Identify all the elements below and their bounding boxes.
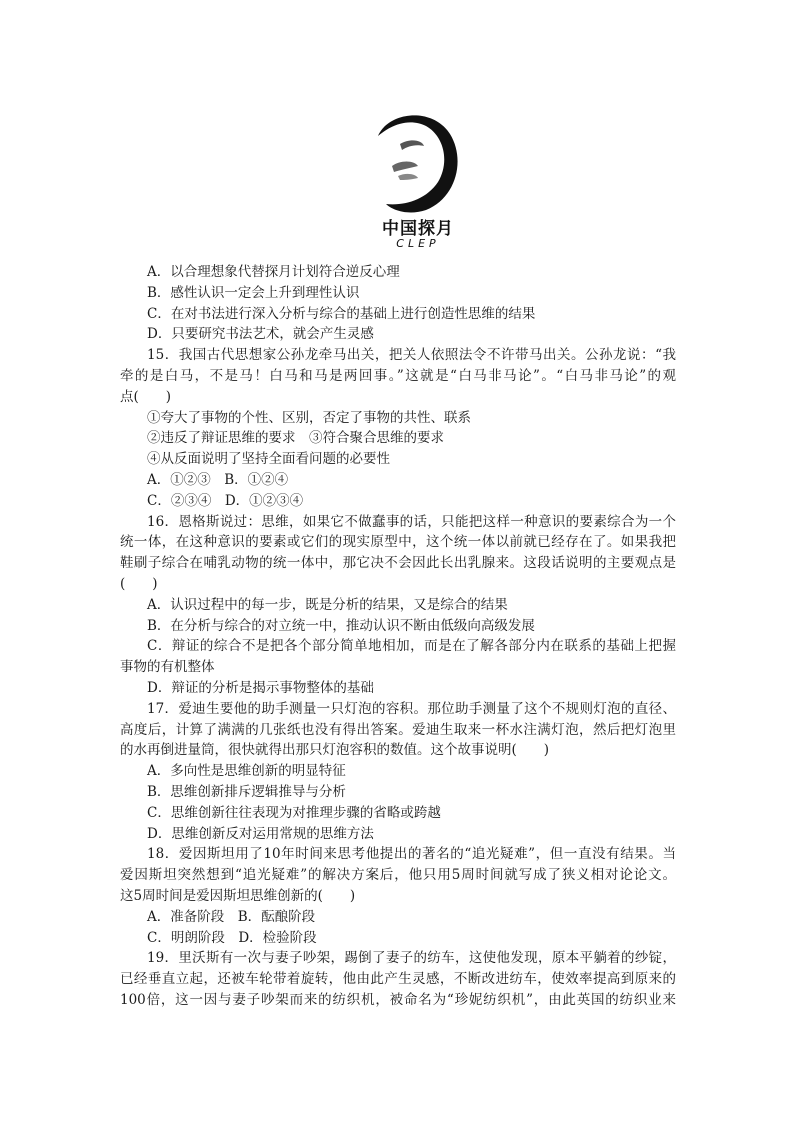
clep-logo (368, 106, 468, 251)
text-line: A．①②③ B．①②④ (147, 471, 289, 488)
logo-chinese-text: 中国探月 (382, 219, 454, 239)
text-line: D．辩证的分析是揭示事物整体的基础 (147, 679, 374, 696)
text-line: 18．爱因斯坦用了10年时间来思考他提出的著名的“追光疑难”，但一直没有结果。当 (147, 846, 676, 863)
text-line: A．多向性是思维创新的明显特征 (147, 763, 346, 780)
text-line: C．思维创新往往表现为对推理步骤的省略或跨越 (147, 804, 441, 821)
text-line: B．在分析与综合的对立统一中，推动认识不断由低级向高级发展 (147, 617, 535, 634)
text-line: ②违反了辩证思维的要求 ③符合聚合思维的要求 (147, 430, 444, 447)
text-line: B．思维创新排斥逻辑推导与分析 (147, 783, 346, 800)
text-line: 牵的是白马，不是马！白马和马是两回事。”这就是“白马非马论”。“白马非马论”的观 (120, 367, 676, 384)
text-line: B．感性认识一定会上升到理性认识 (147, 284, 360, 301)
text-line: ①夸大了事物的个性、区别，否定了事物的共性、联系 (147, 409, 471, 426)
text-line: 17．爱迪生要他的助手测量一只灯泡的容积。那位助手测量了这个不规则灯泡的直径、 (147, 700, 676, 717)
text-line: 爱因斯坦突然想到“追光疑难”的解决方案后，他只用5周时间就写成了狭义相对论论文。 (120, 867, 676, 884)
text-line: A．认识过程中的每一步，既是分析的结果，又是综合的结果 (147, 596, 508, 613)
text-line: C．明朗阶段 D．检验阶段 (147, 929, 317, 946)
text-line: 16．恩格斯说过：思维，如果它不做蠢事的话，只能把这样一种意识的要素综合为一个 (147, 513, 676, 530)
crescent-moon-brush-icon (370, 106, 462, 214)
text-line: A．准备阶段 B．酝酿阶段 (147, 908, 316, 925)
text-line: ( ) (120, 575, 158, 592)
text-line: 点( ) (120, 388, 172, 405)
text-line: A．以合理想象代替探月计划符合逆反心理 (147, 264, 400, 280)
text-line: C．辩证的综合不是把各个部分简单地相加，而是在了解各部分内在联系的基础上把握 (147, 638, 676, 655)
question-text (120, 262, 676, 1011)
text-line: 统一体，在这种意识的要素或它们的现实原型中，这个统一体以前就已经存在了。如果我把 (120, 534, 676, 551)
text-line: ④从反面说明了坚持全面看问题的必要性 (147, 451, 390, 468)
text-line: 100倍，这一因与妻子吵架而来的纺织机，被命名为“珍妮纺织机”，由此英国的纺织业来 (120, 991, 676, 1008)
text-line: C．②③④ D．①②③④ (147, 492, 304, 509)
text-line: 鞋刷子综合在哺乳动物的统一体中，那它决不会因此长出乳腺来。这段话说明的主要观点是 (120, 555, 676, 572)
text-line: D．只要研究书法艺术，就会产生灵感 (147, 326, 374, 343)
text-line: 这5周时间是爱因斯坦思维创新的( ) (120, 887, 356, 904)
text-line: 高度后，计算了满满的几张纸也没有得出答案。爱迪生取来一杯水注满灯泡，然后把灯泡里 (120, 721, 676, 738)
text-line: 19．里沃斯有一次与妻子吵架，踢倒了妻子的纺车，这使他发现，原本平躺着的纱锭， (147, 950, 676, 967)
text-line: 15．我国古代思想家公孙龙牵马出关，把关人依照法令不许带马出关。公孙龙说：“我 (147, 347, 676, 364)
text-line: 的水再倒进量筒，很快就得出那只灯泡容积的数值。这个故事说明( ) (120, 742, 550, 759)
text-line: D．思维创新反对运用常规的思维方法 (147, 825, 374, 842)
logo-english-text: CLEP (396, 237, 440, 250)
text-line: 已经垂直立起，还被车轮带着旋转，他由此产生灵感，不断改进纺车，使效率提高到原来的 (120, 971, 676, 988)
text-line: 事物的有机整体 (120, 659, 215, 676)
text-line: C．在对书法进行深入分析与综合的基础上进行创造性思维的结果 (147, 305, 536, 322)
